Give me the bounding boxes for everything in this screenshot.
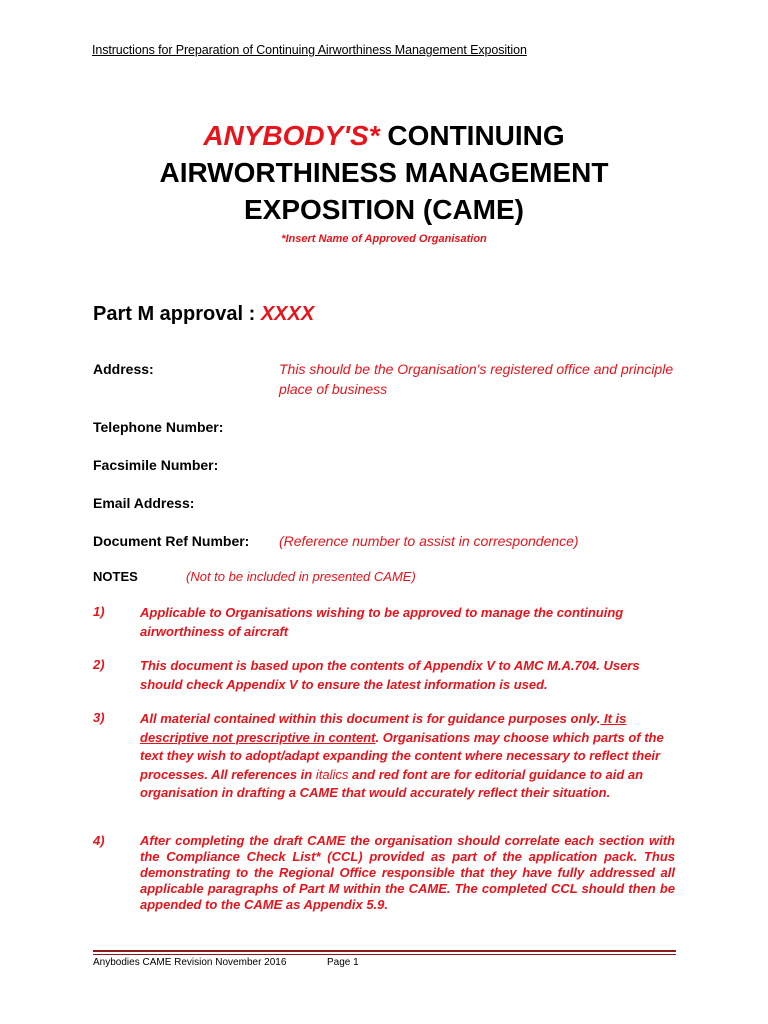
footer-page-number: Page 1	[327, 957, 359, 968]
footer-rule-thin	[93, 954, 676, 955]
note-number: 2)	[93, 657, 105, 672]
note-3-emphasis: It is descriptive not prescriptive in content	[140, 711, 627, 745]
note-item: Applicable to Organisations wishing to be approved to manage the continuing airworthiness of aircraft	[140, 605, 624, 639]
title-line-1-rest: CONTINUING	[379, 120, 565, 151]
title-line-3: EXPOSITION (CAME)	[243, 194, 524, 225]
note-3-part-a: All material contained within this document is for guidance purposes only.	[140, 711, 601, 726]
note-3-part-e: and red font are for editorial guidance to aid an organisation in drafting a CAME that would accurately reflect their situation.	[140, 766, 644, 800]
note-3-italics-word: italics	[315, 766, 349, 782]
address-value: This should be the Organisation's registered office and principle place of business	[279, 361, 674, 397]
title-footnote: *Insert Name of Approved Organisation	[281, 233, 487, 245]
notes-label: NOTES	[93, 569, 138, 584]
document-title	[0, 117, 768, 228]
document-ref-label: Document Ref Number:	[93, 533, 250, 549]
footer-rule	[93, 950, 676, 952]
organisation-name-placeholder: ANYBODY'S*	[203, 120, 380, 151]
email-label: Email Address:	[93, 495, 195, 511]
notes-qualifier: (Not to be included in presented CAME)	[186, 569, 416, 584]
note-item: After completing the draft CAME the organisation should correlate each section with the Compliance Check List* (CCL) provided as part of the application pack. Thus demonstrating to the Regional Office responsible that they have fully addressed all applicable paragraphs of Part M within the CAME. The completed CCL should then be appended to the CAME as Appendix 5.9.	[140, 833, 675, 912]
address-label: Address:	[93, 361, 154, 377]
footer-document-revision: Anybodies CAME Revision November 2016	[93, 957, 287, 968]
approval-value: XXXX	[260, 303, 315, 325]
note-number: 4)	[93, 833, 105, 848]
note-item: This document is based upon the contents of Appendix V to AMC M.A.704. Users should check Appendix V to ensure the latest information is used.	[140, 658, 640, 692]
facsimile-label: Facsimile Number:	[93, 457, 219, 473]
note-item	[140, 710, 675, 803]
note-number: 3)	[93, 710, 105, 725]
telephone-label: Telephone Number:	[93, 419, 224, 435]
approval-label: Part M approval :	[93, 303, 261, 325]
part-m-approval	[93, 303, 314, 326]
running-header: Instructions for Preparation of Continuing Airworthiness Management Exposition	[92, 43, 527, 57]
document-ref-value: (Reference number to assist in correspondence)	[279, 533, 579, 549]
note-number: 1)	[93, 604, 105, 619]
note-3-part-c: . Organisations may choose which parts of the text they wish to adopt/adapt expanding the content where necessary to reflect their processes. All references in	[140, 729, 664, 782]
title-line-1	[0, 117, 768, 154]
title-line-2: AIRWORTHINESS MANAGEMENT	[159, 157, 609, 188]
